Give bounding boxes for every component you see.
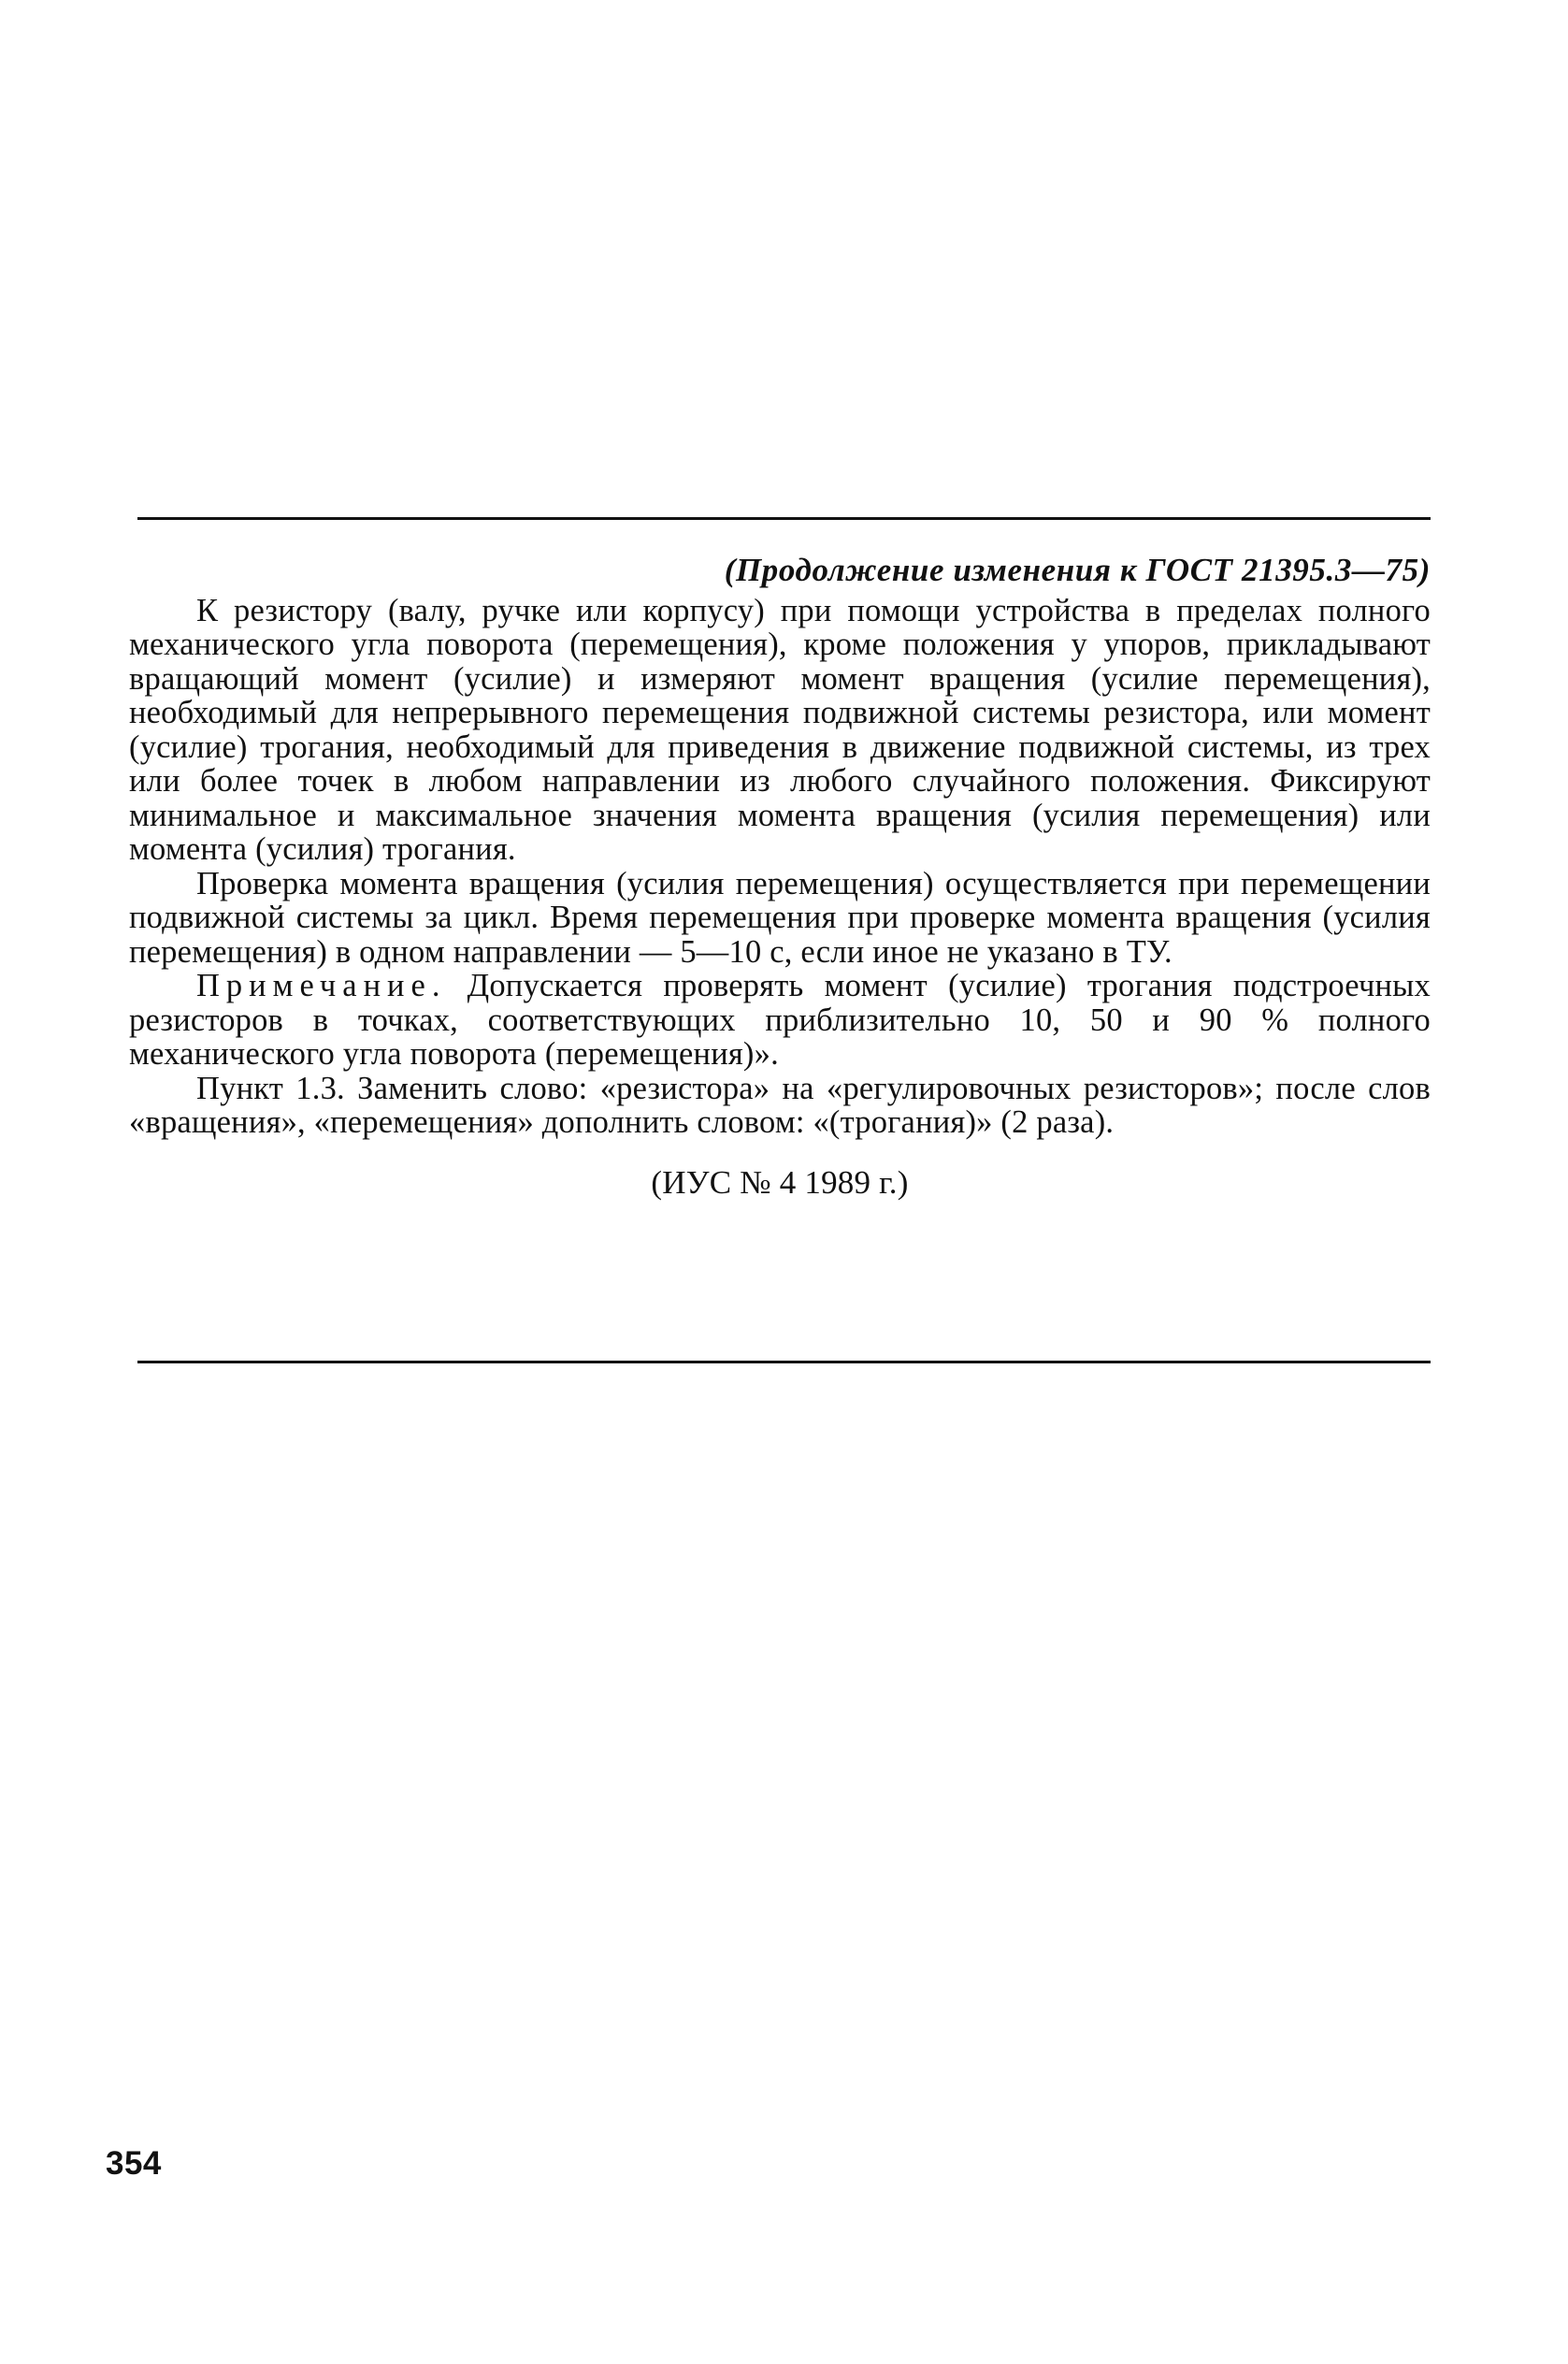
continuation-header: (Продолжение изменения к ГОСТ 21395.3—75)	[724, 552, 1431, 588]
page-number: 354	[106, 2145, 162, 2182]
note-text: Допускается проверять момент (усилие) трогания подстроечных резисторов в точках, соответствующих приблизительно 10, 50 и 90 % полного механического угла поворота (перемещения)».	[129, 968, 1431, 1072]
paragraph-torque-method: К резистору (валу, ручке или корпусу) при помощи устройства в пределах полного механического угла поворота (перемещения), кроме положения у упоров, прикладывают вращающий момент (усилие) и измеряют момент вращения (усилие перемещения), необходимый для непрерывного перемещения подвижной системы резистора, или момент (усилие) трогания, необходимый для приведения в движение подвижной системы, из трех или более точек в любом направлении из любого случайного положения. Фиксируют минимальное и максимальное значения момента вращения (усилия перемещения) или момента (усилия) трогания.	[129, 592, 1431, 867]
source-reference: (ИУС № 4 1989 г.)	[651, 1163, 909, 1201]
note-label: Примечание.	[196, 968, 447, 1003]
paragraph-torque-check: Проверка момента вращения (усилия перемещения) осуществляется при перемещении подвижной системы за цикл. Время перемещения при проверке момента вращения (усилия перемещения) в одном направлении — 5—10 с, если иное не указано в ТУ.	[129, 865, 1431, 970]
bottom-divider-rule	[137, 1361, 1431, 1363]
top-divider-rule	[137, 517, 1431, 520]
paragraph-note	[129, 969, 1431, 1072]
paragraph-item-1-3: Пункт 1.3. Заменить слово: «резистора» на «регулировочных резисторов»; после слов «вращения», «перемещения» дополнить словом: «(трогания)» (2 раза).	[129, 1070, 1431, 1140]
document-body	[129, 554, 1431, 1232]
